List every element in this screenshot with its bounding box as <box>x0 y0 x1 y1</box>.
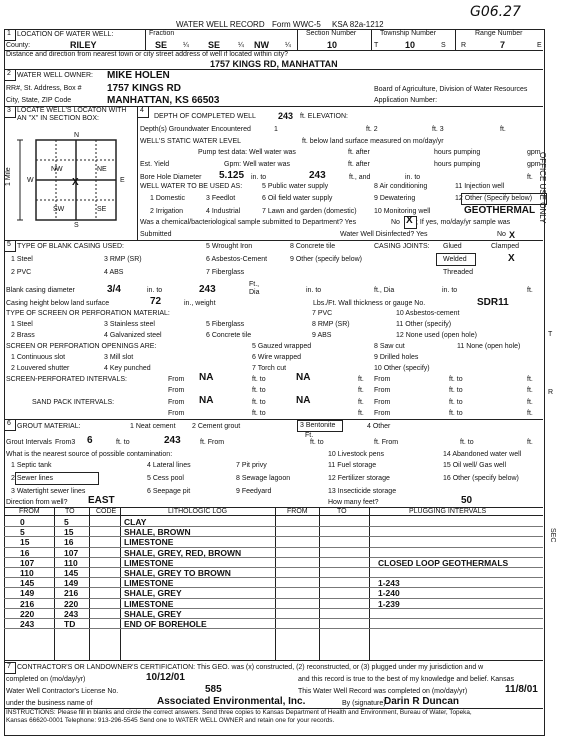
opening-gauzed[interactable]: 5 Gauzed wrapped <box>252 343 312 350</box>
grout-ft-from-2: ft. From <box>374 439 399 446</box>
opening-torch[interactable]: 7 Torch cut <box>252 365 287 372</box>
distance-feet-label: How many feet? <box>328 499 379 506</box>
groundwater-ft: ft. <box>500 126 506 133</box>
log-cell-to[interactable]: 5 <box>64 517 69 527</box>
disinfected-mark: X <box>509 230 516 240</box>
use-dewatering[interactable]: 9 Dewatering <box>374 195 416 202</box>
casing-fiberglass[interactable]: 7 Fiberglass <box>206 269 245 276</box>
contam-oil-gas[interactable]: 15 Oil well/ Gas well <box>443 462 507 469</box>
compass-north: N <box>74 132 80 139</box>
use-label: WELL WATER TO BE USED AS: <box>140 183 243 190</box>
screen-none[interactable]: 12 None used (open hole) <box>396 332 477 339</box>
log-cell-lithology[interactable]: SHALE, GREY <box>124 588 182 599</box>
use-injection[interactable]: 11 Injection well <box>455 183 505 190</box>
section7-number: 7 <box>7 663 11 670</box>
groundwater-3[interactable]: ft. 3 <box>432 126 444 133</box>
compass-west: W <box>27 177 34 184</box>
owner-city[interactable]: MANHATTAN, KS 66503 <box>107 95 220 106</box>
log-cell-lithology[interactable]: LIMESTONE <box>124 537 174 548</box>
section3-number: 3 <box>7 107 11 114</box>
handwritten-note: G06.27 <box>470 4 521 20</box>
casing-joints-label: CASING JOINTS: <box>374 243 430 250</box>
opening-none[interactable]: 11 None (open hole) <box>457 343 521 350</box>
log-cell-lithology[interactable]: SHALE, GREY TO BROWN <box>124 568 231 578</box>
compass-east: E <box>120 177 125 184</box>
quadrant-nw: NW <box>51 166 63 173</box>
sand-ft-to-2: ft. to <box>449 399 463 406</box>
elevation-label: ft. ELEVATION: <box>300 113 348 120</box>
bore-depth[interactable]: 243 <box>309 170 326 181</box>
township-prefix: T <box>374 42 379 49</box>
opening-mill-slot[interactable]: 3 Mill slot <box>104 354 134 361</box>
log-cell-from[interactable]: 5 <box>20 527 25 538</box>
grout-to[interactable]: 243 <box>164 435 181 446</box>
bore-ft: ft. <box>527 174 533 181</box>
screen-rmp[interactable]: 8 RMP (SR) <box>312 321 350 328</box>
log-cell-plugging[interactable]: 1-243 <box>378 578 400 589</box>
contam-insecticide[interactable]: 13 Insecticide storage <box>328 488 397 495</box>
spi-from-value[interactable]: NA <box>199 372 214 383</box>
opening-key-punched[interactable]: 4 Key punched <box>104 365 151 372</box>
log-cell-from[interactable]: 15 <box>20 537 30 548</box>
distance-label: Distance and direction from nearest town or city street address of well if located within city? <box>6 51 289 58</box>
blank-ft-dia-2: ft., Dia <box>374 287 395 294</box>
spi-ft-2: ft. <box>527 376 533 383</box>
grout-cement[interactable]: 2 Cement grout <box>192 423 241 430</box>
log-cell-to[interactable]: 216 <box>64 588 79 599</box>
completed-date[interactable]: 10/12/01 <box>146 672 185 683</box>
application-number-label: Application Number: <box>374 97 438 104</box>
record-completed-date[interactable]: 11/8/01 <box>505 684 538 695</box>
use-air-conditioning[interactable]: 8 Air conditioning <box>374 183 428 190</box>
direction-label: Direction from well? <box>6 499 68 506</box>
instructions-line2: Kansas 66620-0001 Telephone: 913-296-5545 Send one to WATER WELL OWNER and retain one for your records. <box>6 717 335 724</box>
sand-from-1: From <box>168 399 185 406</box>
true-record-text: and this record is true to the best of my knowledge and belief. Kansas <box>298 676 514 683</box>
grout-ft-from: ft. From <box>200 439 225 446</box>
spi-ft-3: ft. <box>358 387 364 394</box>
opening-louvered[interactable]: 2 Louvered shutter <box>11 365 70 372</box>
license-number[interactable]: 585 <box>205 684 222 695</box>
casing-concrete[interactable]: 8 Concrete tile <box>290 243 336 250</box>
county-label: County: <box>6 42 31 49</box>
grout-ft: Ft. <box>305 432 314 439</box>
log-cell-lithology[interactable]: SHALE, BROWN <box>124 527 191 538</box>
contam-cess-pool[interactable]: 5 Cess pool <box>147 475 184 482</box>
blank-in-to-2: in. to <box>306 287 322 294</box>
contam-lateral[interactable]: 4 Lateral lines <box>147 462 191 469</box>
log-cell-lithology[interactable]: SHALE, GREY <box>124 608 182 619</box>
sand-pack-label: SAND PACK INTERVALS: <box>32 399 115 406</box>
pump-hours-2: hours pumping <box>434 161 481 168</box>
log-header-plug-to: TO <box>337 508 347 515</box>
log-header-plug-from: FROM <box>287 508 308 515</box>
opening-drilled[interactable]: 9 Drilled holes <box>374 354 419 361</box>
use-other[interactable]: 12 Other (Specify below) <box>455 195 533 202</box>
bore-in-to-2: in. to <box>405 174 421 181</box>
opening-other[interactable]: 10 Other (specify) <box>374 365 430 372</box>
grout-ft-to: ft. to <box>116 439 130 446</box>
section6-number: 6 <box>7 420 11 427</box>
sand-ft-to-4: ft. to <box>449 410 463 417</box>
log-cell-from[interactable]: 243 <box>20 619 35 629</box>
joint-clamped[interactable]: Clamped <box>491 243 520 250</box>
log-cell-to[interactable]: 110 <box>64 557 78 568</box>
use-monitoring[interactable]: 10 Monitoring well <box>374 208 431 215</box>
grout-other[interactable]: 4 Other <box>367 423 391 430</box>
log-cell-to[interactable]: 16 <box>64 537 74 548</box>
form-number: Form WWC-5 <box>272 20 321 29</box>
pump-gpm-2: gpm <box>527 161 541 168</box>
static-level-text: ft. below land surface measured on mo/day/yr <box>302 138 444 145</box>
sand-ft-3: ft. <box>358 410 364 417</box>
log-cell-to[interactable]: 145 <box>64 568 79 578</box>
screen-stainless[interactable]: 3 Stainless steel <box>104 321 155 328</box>
owner-street[interactable]: 1757 KINGS RD <box>107 83 181 94</box>
well-address[interactable]: 1757 KINGS RD, MANHATTAN <box>210 59 338 69</box>
casing-weight-label: in., weight <box>184 300 216 307</box>
joint-threaded[interactable]: Threaded <box>443 269 473 276</box>
chem-sample-rest: ; If yes, mo/day/yr sample was <box>416 219 511 226</box>
section4-number: 4 <box>140 107 144 114</box>
sand-to-value[interactable]: NA <box>296 395 311 406</box>
bore-label: Bore Hole Diameter <box>140 174 202 181</box>
section2-number: 2 <box>7 70 11 77</box>
use-industrial[interactable]: 4 Industrial <box>206 208 241 215</box>
spi-ft-to-2: ft. to <box>449 376 463 383</box>
grout-bentonite[interactable]: 3 Bentonite <box>300 422 336 429</box>
log-cell-lithology[interactable]: END OF BOREHOLE <box>124 619 207 629</box>
spi-ft-1: ft. <box>358 376 364 383</box>
quarter-3: ¼ <box>285 42 291 49</box>
sand-ft-1: ft. <box>358 399 364 406</box>
log-cell-to[interactable]: 243 <box>64 608 79 619</box>
fraction-1[interactable]: SE <box>155 40 168 50</box>
quadrant-sw: SW <box>53 206 65 213</box>
yield-label: Est. Yield <box>140 161 170 168</box>
joint-welded-mark: X <box>508 253 515 264</box>
contam-livestock[interactable]: 10 Livestock pens <box>328 451 385 458</box>
log-header-to: TO <box>65 508 75 515</box>
screen-steel[interactable]: 1 Steel <box>11 321 33 328</box>
contam-sewer[interactable]: 2 Sewer lines <box>11 475 54 482</box>
use-feedlot[interactable]: 3 Feedlot <box>206 195 236 202</box>
casing-other[interactable]: 9 Other (specify below) <box>290 256 362 263</box>
pump-gpm-1: gpm <box>527 149 541 156</box>
section1-number: 1 <box>7 30 11 37</box>
wall-thickness-label: Lbs./Ft. Wall thickness or gauge No. <box>313 300 426 307</box>
grout-from-label: From3 <box>55 439 76 446</box>
owner-label: WATER WELL OWNER: <box>17 72 93 79</box>
office-use-only-label: OFFICE USE ONLY <box>538 152 547 224</box>
direction-value[interactable]: EAST <box>88 495 115 506</box>
ksa-reference: KSA 82a-1212 <box>332 20 384 29</box>
screen-asbestos[interactable]: 10 Asbestos-cement <box>396 310 460 317</box>
log-cell-from[interactable]: 107 <box>20 557 35 568</box>
contamination-label: What is the nearest source of possible contamination: <box>6 451 173 458</box>
sand-ft-2: ft. <box>527 399 533 406</box>
township-suffix: S <box>441 42 446 49</box>
contam-abandoned[interactable]: 14 Abandoned water well <box>443 451 522 458</box>
range-number[interactable]: 7 <box>500 40 506 50</box>
log-cell-lithology[interactable]: CLAY <box>124 517 147 527</box>
chem-no-mark: X <box>406 215 413 226</box>
county-value[interactable]: RILEY <box>70 40 97 50</box>
fraction-label: Fraction <box>149 30 175 37</box>
chem-no: No <box>391 219 400 226</box>
spi-from-2: From <box>374 376 391 383</box>
bore-ft-and: ft., and <box>349 174 371 181</box>
chem-sample-label: Was a chemical/bacteriological sample submitted to Department? Yes <box>140 219 357 226</box>
use-public[interactable]: 5 Public water supply <box>262 183 329 190</box>
sand-ft-4: ft. <box>527 410 533 417</box>
spi-ft-4: ft. <box>527 387 533 394</box>
range-suffix: E <box>537 42 542 49</box>
blank-in-to: in. to <box>147 287 163 294</box>
screen-fiberglass[interactable]: 5 Fiberglass <box>206 321 245 328</box>
depth-label: DEPTH OF COMPLETED WELL <box>154 113 256 120</box>
screen-type-label: TYPE OF SCREEN OR PERFORATION MATERIAL: <box>6 310 170 317</box>
log-cell-to[interactable]: 149 <box>64 578 79 589</box>
license-label: Water Well Contractor's License No. <box>6 688 119 695</box>
bore-diameter[interactable]: 5.125 <box>219 170 245 181</box>
quarter-1: ¼ <box>183 42 189 49</box>
casing-height[interactable]: 72 <box>150 296 162 307</box>
fraction-3[interactable]: NW <box>254 40 269 50</box>
log-header-from: FROM <box>19 508 40 515</box>
use-domestic[interactable]: 1 Domestic <box>150 195 186 202</box>
blank-to[interactable]: 243 <box>199 284 216 295</box>
quadrant-ne: NE <box>97 166 107 173</box>
casing-height-label: Casing height below land surface <box>6 300 110 307</box>
quarter-2: ¼ <box>238 42 244 49</box>
groundwater-1[interactable]: 1 <box>274 126 278 133</box>
blank-ft-3: ft. <box>527 287 533 294</box>
openings-label: SCREEN OR PERFORATION OPENINGS ARE: <box>6 343 157 350</box>
grout-intervals-label: Grout Intervals <box>6 439 52 446</box>
board-label: Board of Agriculture, Division of Water Resources <box>374 86 528 93</box>
one-mile-label: 1 Mile <box>5 167 12 186</box>
grout-ft-to-3: ft. to <box>460 439 474 446</box>
completed-label: completed on (mo/day/yr) <box>6 676 86 683</box>
signature[interactable]: Darin R Duncan <box>384 696 460 707</box>
compass-south: S <box>74 222 79 229</box>
log-cell-from[interactable]: 220 <box>20 608 35 619</box>
pump-test-label: Pump test data: Well water was <box>198 149 296 156</box>
opening-continuous[interactable]: 1 Continuous slot <box>11 354 66 361</box>
margin-t: T <box>548 331 553 338</box>
fraction-2[interactable]: SE <box>208 40 221 50</box>
log-cell-to[interactable]: 107 <box>64 547 79 558</box>
screen-brass[interactable]: 2 Brass <box>11 332 35 339</box>
sand-from-2: From <box>374 399 391 406</box>
casing-abs[interactable]: 4 ABS <box>104 269 124 276</box>
spi-ft-to-4: ft. to <box>449 387 463 394</box>
owner-name[interactable]: MIKE HOLEN <box>107 70 170 81</box>
blank-diameter-label: Blank casing diameter <box>6 287 75 294</box>
section5-number: 5 <box>7 241 11 248</box>
log-cell-from[interactable]: 149 <box>20 588 35 599</box>
spi-from-4: From <box>374 387 391 394</box>
log-cell-to[interactable]: 220 <box>64 598 79 609</box>
record-completed-label: This Water Well Record was completed on (mo/day/yr) <box>298 688 468 695</box>
use-lawn[interactable]: 7 Lawn and garden (domestic) <box>262 208 357 215</box>
contam-feedyard[interactable]: 9 Feedyard <box>236 488 272 495</box>
log-cell-lithology[interactable]: LIMESTONE <box>124 578 174 589</box>
table-row-divider <box>4 628 543 629</box>
street-label: RR#, St. Address, Box # <box>6 85 82 92</box>
log-cell-from[interactable]: 216 <box>20 598 35 609</box>
range-prefix: R <box>461 42 467 49</box>
disinfected-no: No <box>497 231 506 238</box>
casing-wrought-iron[interactable]: 5 Wrought Iron <box>206 243 253 250</box>
casing-steel[interactable]: 1 Steel <box>11 256 33 263</box>
log-cell-lithology[interactable]: LIMESTONE <box>124 557 174 568</box>
contam-fertilizer[interactable]: 12 Fertilizer storage <box>328 475 390 482</box>
pump-hours-1: hours pumping <box>434 149 481 156</box>
screen-concrete[interactable]: 6 Concrete tile <box>206 332 252 339</box>
section-number[interactable]: 10 <box>327 40 338 50</box>
grout-material-label: GROUT MATERIAL: <box>17 423 81 430</box>
log-cell-plugging[interactable]: 1-240 <box>378 588 400 599</box>
range-label: Range Number <box>475 30 523 37</box>
contam-seepage[interactable]: 6 Seepage pit <box>147 488 191 495</box>
log-cell-from[interactable]: 110 <box>20 568 34 578</box>
spi-from-1: From <box>168 376 185 383</box>
log-header-code: CODE <box>96 508 117 515</box>
screen-intervals-label: SCREEN-PERFORATED INTERVALS: <box>6 376 127 383</box>
joint-glued[interactable]: Glued <box>443 243 462 250</box>
distance-feet[interactable]: 50 <box>461 495 473 506</box>
instructions-line1: INSTRUCTIONS: Please fill in blanks and circle the correct answers. Send three copies to Kansas Department of Health and Environment, Bureau of Water, Topeka, <box>6 709 472 716</box>
log-cell-from[interactable]: 16 <box>20 547 30 558</box>
section-number-label: Section Number <box>306 30 357 37</box>
log-cell-lithology[interactable]: SHALE, GREY, RED, BROWN <box>124 547 242 558</box>
log-header-plugging: PLUGGING INTERVALS <box>409 508 487 515</box>
business-label: under the business name of <box>6 700 93 707</box>
casing-type-label: TYPE OF BLANK CASING USED: <box>17 243 124 250</box>
township-label: Township Number <box>380 30 437 37</box>
sand-from-value[interactable]: NA <box>199 395 214 406</box>
sand-ft-to-3: ft. to <box>252 410 266 417</box>
blank-diameter[interactable]: 3/4 <box>107 284 121 295</box>
static-level-label: WELL'S STATIC WATER LEVEL <box>140 138 242 145</box>
screen-other[interactable]: 11 Other (specify) <box>396 321 452 328</box>
yield-gpm-label: Gpm: Well water was <box>224 161 290 168</box>
casing-pvc[interactable]: 2 PVC <box>11 269 32 276</box>
joint-welded[interactable]: Welded <box>443 256 467 263</box>
margin-r: R <box>548 389 554 396</box>
spi-from-3: From <box>168 387 185 394</box>
contam-watertight[interactable]: 3 Watertight sewer lines <box>11 488 86 495</box>
form-title: WATER WELL RECORD <box>176 20 265 29</box>
margin-sec: SEC <box>549 528 556 543</box>
log-cell-from[interactable]: 145 <box>20 578 35 589</box>
spi-to-value[interactable]: NA <box>296 372 311 383</box>
use-oilfield[interactable]: 6 Oil field water supply <box>262 195 333 202</box>
pump-after-2: ft. after <box>348 161 370 168</box>
log-cell-plugging[interactable]: 1-239 <box>378 598 400 609</box>
sand-from-4: From <box>374 410 391 417</box>
disinfected-label: Water Well Disinfected? Yes <box>340 231 428 238</box>
casing-rmp[interactable]: 3 RMP (SR) <box>104 256 142 263</box>
casing-asbestos[interactable]: 6 Asbestos-Cement <box>206 256 268 263</box>
wall-thickness[interactable]: SDR11 <box>477 297 509 308</box>
log-cell-to[interactable]: TD <box>64 619 76 629</box>
contam-pit-privy[interactable]: 7 Pit privy <box>236 462 267 469</box>
log-cell-plugging[interactable]: CLOSED LOOP GEOTHERMALS <box>378 557 509 568</box>
log-header-lithologic: LITHOLOGIC LOG <box>168 508 228 515</box>
pump-after-1: ft. after <box>348 149 370 156</box>
spi-ft-to-3: ft. to <box>252 387 266 394</box>
contam-septic[interactable]: 1 Septic tank <box>11 462 52 469</box>
spi-ft-to-1: ft. to <box>252 376 266 383</box>
sand-from-3: From <box>168 410 185 417</box>
sand-ft-to-1: ft. to <box>252 399 266 406</box>
business-name[interactable]: Associated Environmental, Inc. <box>157 696 306 707</box>
city-label: City, State, ZIP Code <box>6 97 72 104</box>
screen-abs[interactable]: 9 ABS <box>312 332 332 339</box>
depth-value[interactable]: 243 <box>278 111 294 121</box>
well-location-mark: X <box>72 177 79 188</box>
grout-ft-end: ft. <box>527 439 533 446</box>
submitted-label: Submitted <box>140 231 172 238</box>
blank-in-to-3: in. to <box>442 287 458 294</box>
groundwater-label: Depth(s) Groundwater Encountered <box>140 126 251 133</box>
location-label: LOCATION OF WATER WELL: <box>17 31 114 38</box>
grout-ft-to-2: ft. to <box>310 439 324 446</box>
log-cell-lithology[interactable]: LIMESTONE <box>124 598 174 609</box>
grout-neat-cement[interactable]: 1 Neat cement <box>130 423 176 430</box>
quadrant-se: SE <box>97 206 107 213</box>
log-cell-from[interactable]: 0 <box>20 517 25 527</box>
use-other-circle <box>461 193 547 205</box>
grout-from[interactable]: 6 <box>87 435 93 446</box>
contam-other[interactable]: 16 Other (specify below) <box>443 475 519 482</box>
use-irrigation[interactable]: 2 Irrigation <box>150 208 184 215</box>
contam-lagoon[interactable]: 8 Sewage lagoon <box>236 475 291 482</box>
certification-text: CONTRACTOR'S OR LANDOWNER'S CERTIFICATION: This GEO. was (x) constructed, (2) reconstructed, or (3) plugged under my jurisdiction and w <box>17 664 484 671</box>
bore-in-to: in. to <box>251 174 267 181</box>
screen-pvc[interactable]: 7 PVC <box>312 310 333 317</box>
use-other-value[interactable]: GEOTHERMAL <box>464 205 536 216</box>
township-number[interactable]: 10 <box>405 40 416 50</box>
opening-saw[interactable]: 8 Saw cut <box>374 343 405 350</box>
blank-ft-dia: Ft., Dia <box>249 281 260 296</box>
signature-label: By (signature) <box>342 700 386 707</box>
log-cell-to[interactable]: 15 <box>64 527 74 538</box>
groundwater-2[interactable]: ft. 2 <box>366 126 378 133</box>
screen-galvanized[interactable]: 4 Galvanized steel <box>104 332 162 339</box>
contam-fuel[interactable]: 11 Fuel storage <box>328 462 377 469</box>
opening-wire[interactable]: 6 Wire wrapped <box>252 354 302 361</box>
locate-well-label: LOCATE WELL'S LOCATON WITH AN "X" IN SECTION BOX: <box>17 107 127 122</box>
